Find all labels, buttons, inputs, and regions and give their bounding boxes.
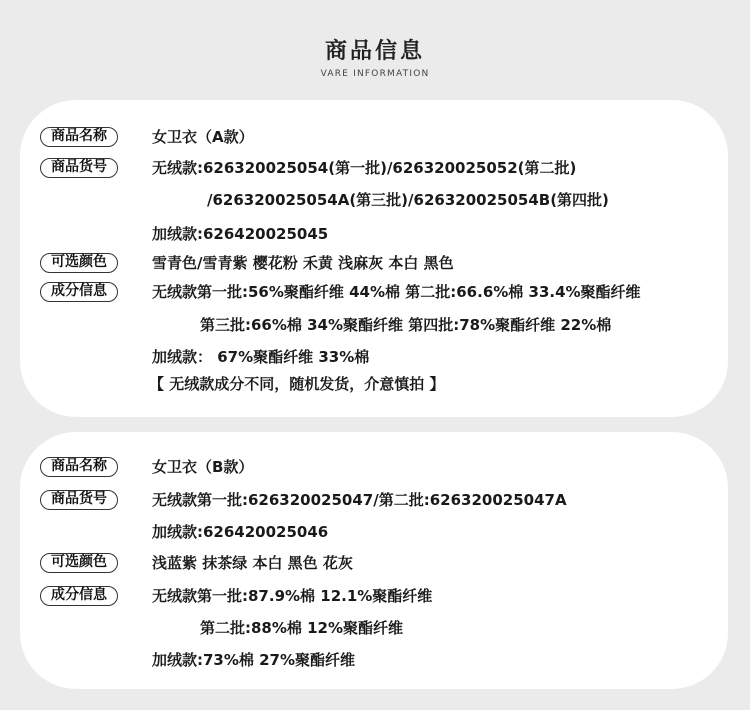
composition-label: 成分信息 xyxy=(40,586,118,606)
composition-line: 加绒款： 67%聚酯纤维 33%棉 xyxy=(152,348,370,366)
color-label: 可选颜色 xyxy=(40,553,118,573)
composition-row-cont xyxy=(20,312,728,340)
composition-row-cont xyxy=(20,615,728,643)
composition-line: 第二批:88%棉 12%聚酯纤维 xyxy=(200,619,404,637)
product-sku-line: /626320025054A(第三批)/626320025054B(第四批) xyxy=(207,191,609,209)
product-name-value: 女卫衣（B款） xyxy=(152,458,254,476)
page-subtitle: VARE INFORMATION xyxy=(320,69,430,79)
composition-line: 无绒款第一批:87.9%棉 12.1%聚酯纤维 xyxy=(152,587,433,605)
product-name-label: 商品名称 xyxy=(40,457,118,477)
product-sku-row-fleece xyxy=(20,221,728,249)
product-card-b xyxy=(20,432,728,689)
product-sku-row xyxy=(20,487,728,515)
composition-row-fleece xyxy=(20,344,728,372)
product-sku-label: 商品货号 xyxy=(40,158,118,178)
composition-line: 加绒款:73%棉 27%聚酯纤维 xyxy=(152,651,356,669)
product-name-row xyxy=(20,124,728,152)
composition-label: 成分信息 xyxy=(40,282,118,302)
product-card-a xyxy=(20,100,728,417)
product-sku-line: 无绒款:626320025054(第一批)/626320025052(第二批) xyxy=(152,159,577,177)
composition-row-fleece xyxy=(20,647,728,675)
composition-row xyxy=(20,583,728,611)
page-title: 商品信息 xyxy=(324,39,425,64)
product-sku-row-cont xyxy=(20,187,728,215)
product-name-label: 商品名称 xyxy=(40,127,118,147)
product-sku-row-fleece xyxy=(20,519,728,547)
color-value: 雪青色/雪青紫 樱花粉 禾黄 浅麻灰 本白 黑色 xyxy=(152,254,454,272)
color-row xyxy=(20,550,728,578)
note-row xyxy=(20,371,728,399)
color-row xyxy=(20,250,728,278)
page-header xyxy=(0,34,750,79)
product-sku-row xyxy=(20,155,728,183)
product-sku-line: 无绒款第一批:626320025047/第二批:626320025047A xyxy=(152,491,567,509)
composition-line: 无绒款第一批:56%聚酯纤维 44%棉 第二批:66.6%棉 33.4%聚酯纤维 xyxy=(152,283,641,301)
color-value: 浅蓝紫 抹茶绿 本白 黑色 花灰 xyxy=(152,554,353,572)
product-sku-line: 加绒款:626420025046 xyxy=(152,523,329,541)
product-sku-line: 加绒款:626420025045 xyxy=(152,225,329,243)
shipping-note: 【 无绒款成分不同，随机发货，介意慎拍 】 xyxy=(149,375,445,393)
composition-line: 第三批:66%棉 34%聚酯纤维 第四批:78%聚酯纤维 22%棉 xyxy=(200,316,612,334)
color-label: 可选颜色 xyxy=(40,253,118,273)
product-name-row xyxy=(20,454,728,482)
product-name-value: 女卫衣（A款） xyxy=(152,128,254,146)
product-sku-label: 商品货号 xyxy=(40,490,118,510)
composition-row xyxy=(20,279,728,307)
